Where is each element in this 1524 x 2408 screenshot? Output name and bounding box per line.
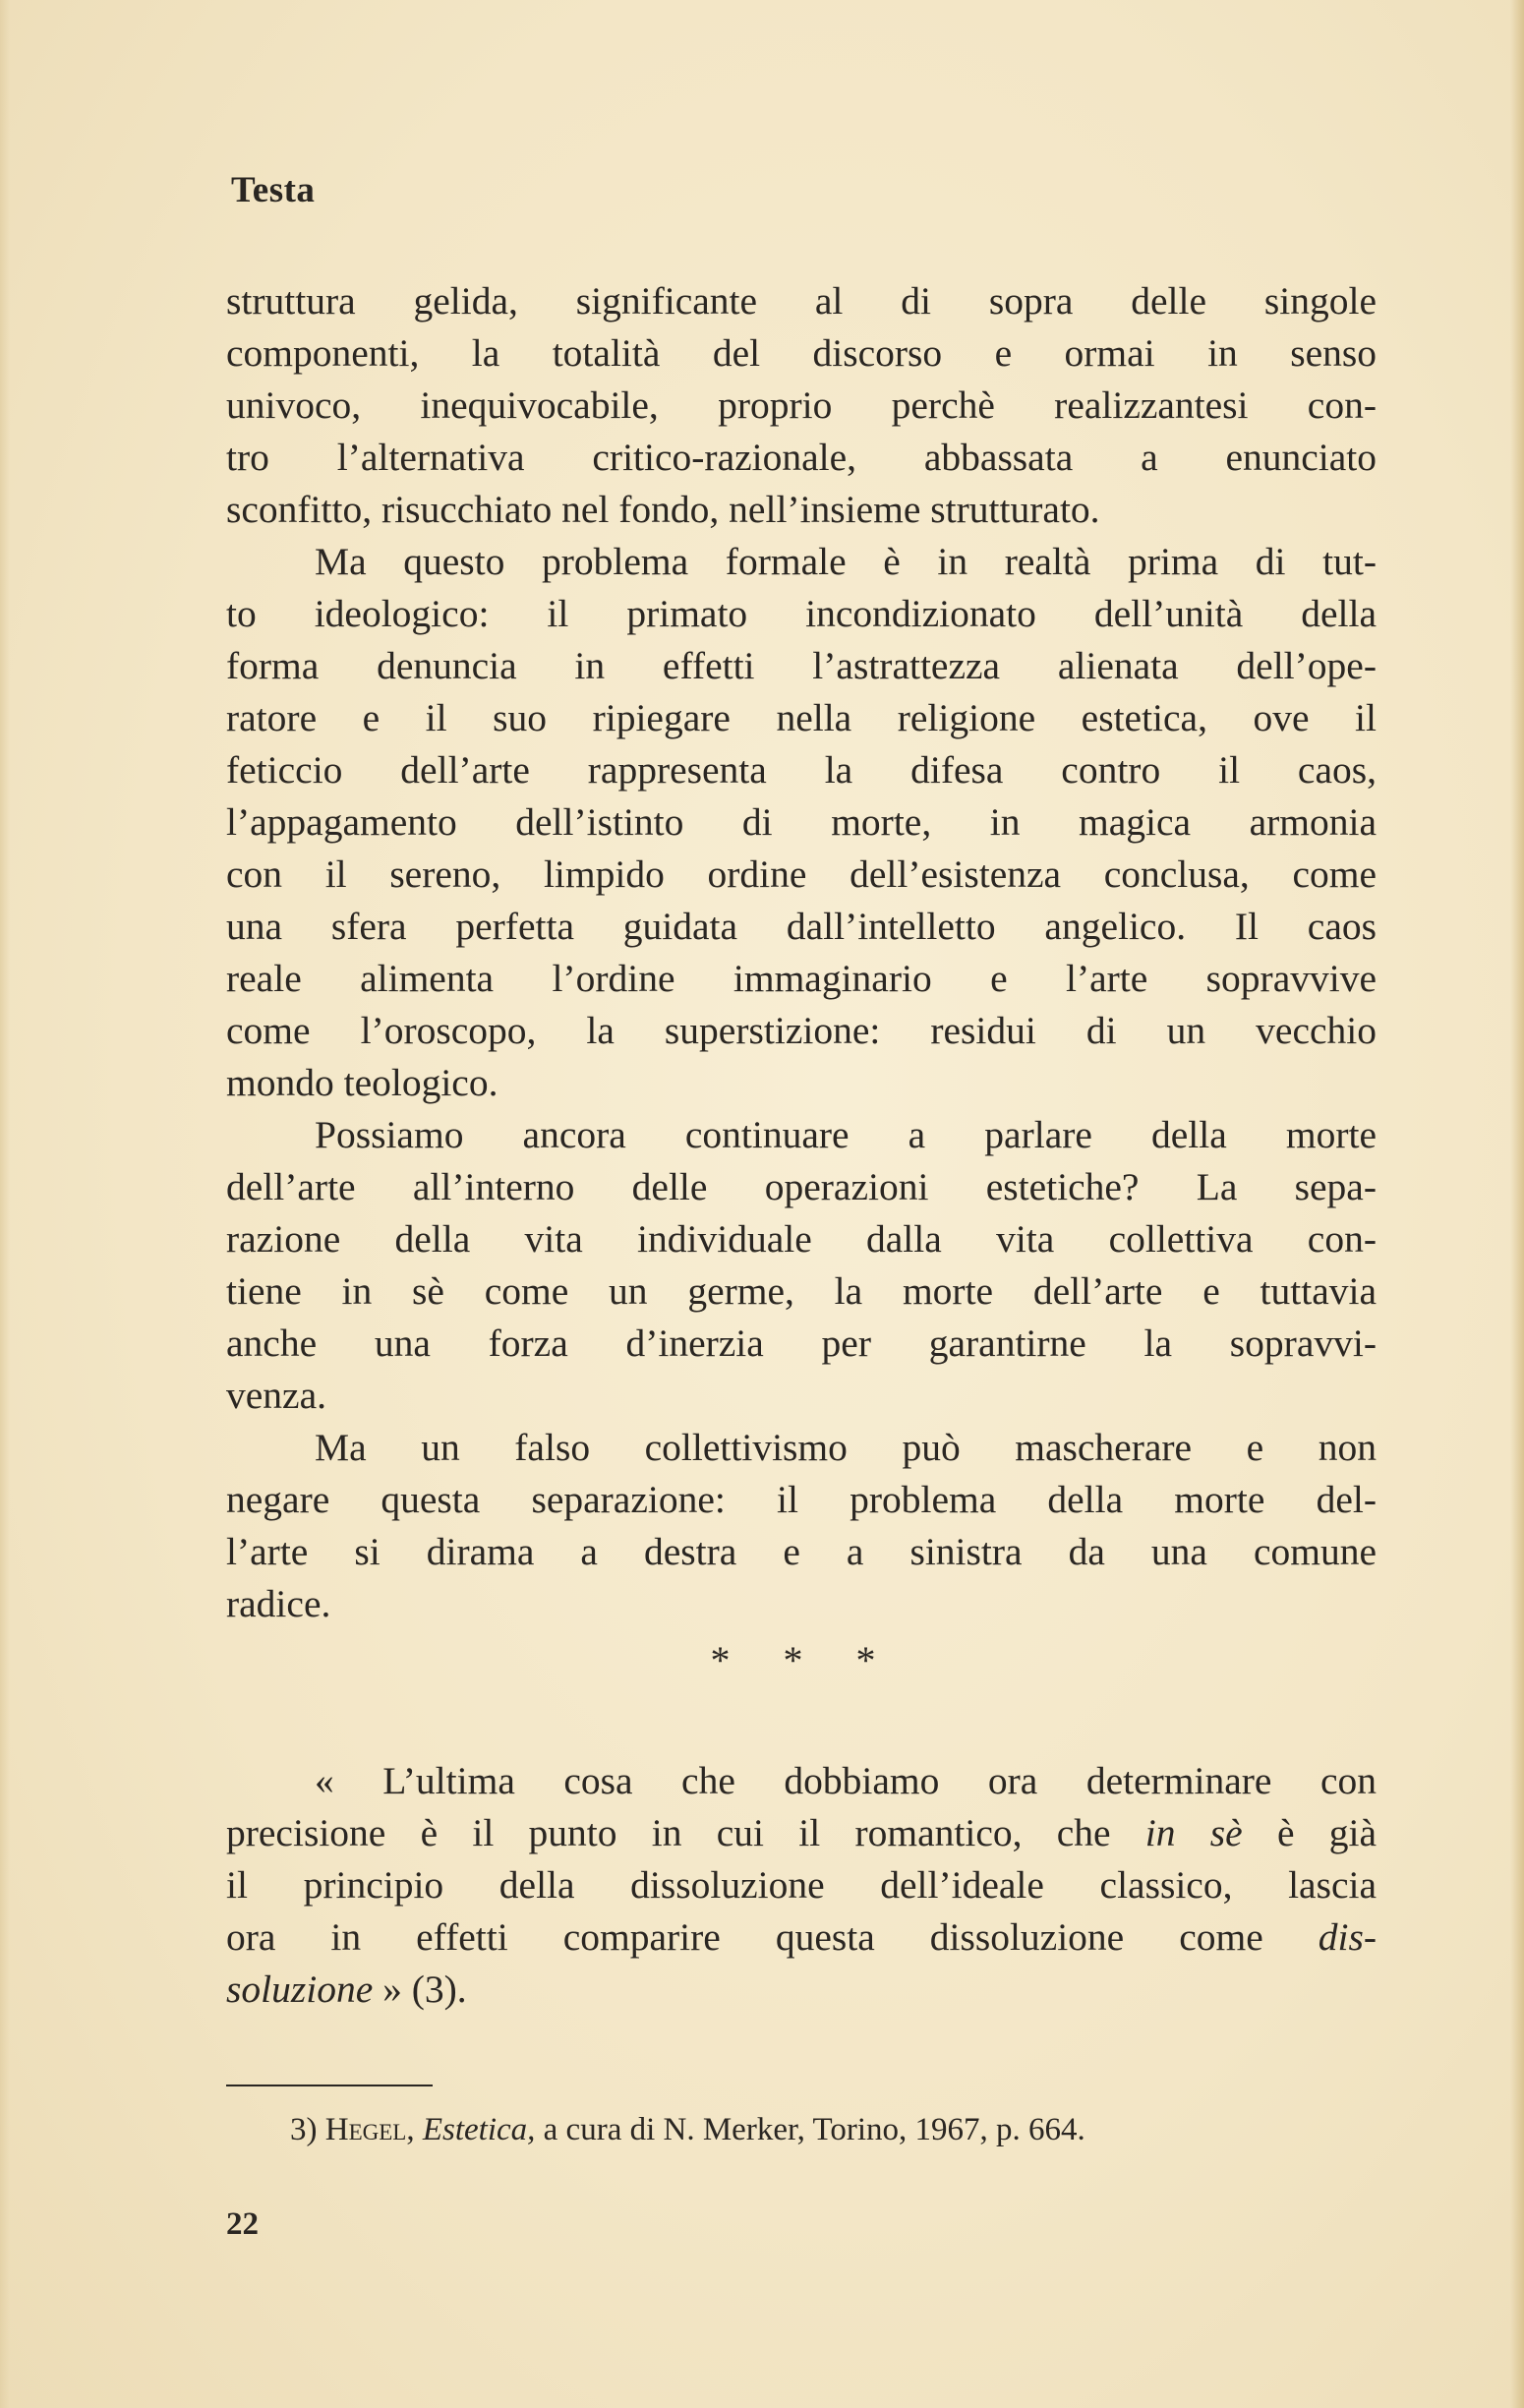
text-line: l’appagamento dell’istinto di morte, in magica armonia [226,800,1377,844]
quote-line: « L’ultima cosa che dobbiamo ora determinare con [315,1759,1377,1802]
text-line: tro l’alternativa critico-razionale, abbassata a enunciato [226,436,1377,479]
quote-emphasis: dis- [1318,1915,1377,1959]
text-line: come l’oroscopo, la superstizione: residui di un vecchio [226,1009,1377,1052]
page-right-edge [1510,0,1524,2408]
quote-emphasis: in sè [1144,1811,1243,1854]
text-line: forma denuncia in effetti l’astrattezza alienata dell’ope- [226,644,1377,687]
text-line: venza. [226,1374,326,1417]
footnote-details: a cura di N. Merker, Torino, 1967, p. 664. [543,2112,1085,2147]
quote-line: precisione è il punto in cui il romantico, che in sè è già [226,1811,1377,1854]
text-line: anche una forza d’inerzia per garantirne la sopravvi- [226,1321,1377,1365]
body-text [226,275,1377,1630]
page-number: 22 [226,2206,259,2242]
text-line: feticcio dell’arte rappresenta la difesa contro il caos, [226,748,1377,792]
footnote [290,2112,1085,2148]
text-line: reale alimenta l’ordine immaginario e l’arte sopravvive [226,957,1377,1000]
text-line: una sfera perfetta guidata dall’intelletto angelico. Il caos [226,905,1377,948]
page-left-edge [0,0,10,2408]
footnote-number: 3) [290,2112,318,2147]
text-line: Possiamo ancora continuare a parlare della morte [315,1113,1377,1156]
text-line: univoco, inequivocabile, proprio perchè realizzantesi con- [226,383,1377,427]
text-line: dell’arte all’interno delle operazioni estetiche? La sepa- [226,1165,1377,1208]
text-line: con il sereno, limpido ordine dell’esistenza conclusa, come [226,852,1377,896]
text-line: tiene in sè come un germe, la morte dell’arte e tuttavia [226,1269,1377,1313]
text-line: Ma un falso collettivismo può mascherare e non [315,1426,1377,1469]
footnote-rule [226,2085,433,2086]
footnote-title: Estetica, [422,2112,536,2147]
hegel-quote [226,1755,1377,2016]
quote-line: ora in effetti comparire questa dissoluzione come dis- [226,1915,1377,1959]
section-separator: * * * [710,1638,898,1682]
footnote-author: Hegel, [324,2112,415,2147]
text-line: mondo teologico. [226,1061,498,1104]
text-line: sconfitto, risucchiato nel fondo, nell’insieme strutturato. [226,488,1100,531]
quote-line: soluzione » (3). [226,1968,467,2011]
text-line: struttura gelida, significante al di sopra delle singole [226,279,1377,323]
text-line: razione della vita individuale dalla vita collettiva con- [226,1217,1377,1261]
text-line: ratore e il suo ripiegare nella religione estetica, ove il [226,696,1377,739]
text-line: l’arte si dirama a destra e a sinistra da una comune [226,1530,1377,1573]
text-line: Ma questo problema formale è in realtà prima di tut- [315,540,1377,583]
text-line: componenti, la totalità del discorso e ormai in senso [226,331,1377,375]
text-line: to ideologico: il primato incondizionato dell’unità della [226,592,1377,635]
quote-line: il principio della dissoluzione dell’ideale classico, lascia [226,1863,1377,1907]
text-line: radice. [226,1582,331,1625]
running-head: Testa [231,170,316,210]
quote-emphasis: soluzione [226,1968,374,2011]
text-line: negare questa separazione: il problema della morte del- [226,1478,1377,1521]
